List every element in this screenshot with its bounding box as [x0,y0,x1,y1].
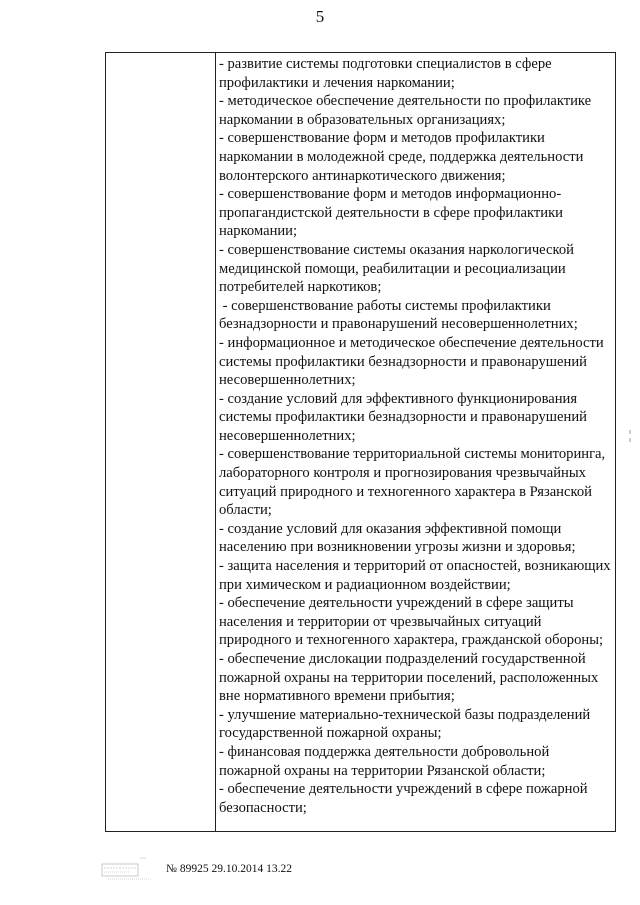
list-item: - финансовая поддержка деятельности добровольной пожарной охраны на территории Рязанской области; [219,743,550,779]
list-item: - совершенствование территориальной системы мониторинга, лабораторного контроля и прогнозирования чрезвычайных ситуаций природного и техногенного характера в Рязанской области; [219,446,606,519]
list-item: - совершенствование системы оказания наркологической медицинской помощи, реабилитации и ресоциализации потребителей наркотиков; [219,241,574,296]
page-number: 5 [315,7,325,26]
margin-mark [628,430,632,444]
list-item: - совершенствование работы системы профилактики безнадзорности и правонарушений несовершеннолетних; [219,297,578,333]
list-item: - обеспечение деятельности учреждений в сфере пожарной безопасности; [219,781,588,816]
list-item: - информационное и методическое обеспечение деятельности системы профилактики безнадзорности и правонарушений несовершеннолетних; [219,334,604,389]
list-item: - создание условий для эффективного функционирования системы профилактики безнадзорности и правонарушений несовершеннолетних; [219,390,587,444]
list-item: - методическое обеспечение деятельности по профилактике наркомании в образовательных организациях; [219,93,592,128]
document-footer [100,852,400,888]
registry-stamp-icon [100,856,160,884]
list-item: - обеспечение деятельности учреждений в сфере защиты населения и территории от чрезвычайных ситуаций природного и техногенного характера, гражданской обороны; [219,595,604,649]
list-item: - развитие системы подготовки специалистов в сфере профилактики и лечения наркомании; [219,56,552,91]
list-item: - обеспечение дислокации подразделений государственной пожарной охраны на территории поселений, расположенных вне нормативного времени прибытия; [219,651,599,705]
list-item: - совершенствование форм и методов информационно-пропагандистской деятельности в сфере профилактики наркомании; [219,186,563,240]
table-right-cell [216,53,616,831]
content-table [105,52,616,832]
list-item: - улучшение материально-технической базы подразделений государственной пожарной охраны; [219,706,591,742]
list-item: - защита населения и территорий от опасностей, возникающих при химическом и радиационном воздействии; [219,558,611,593]
registration-number: № 89925 29.10.2014 13.22 [166,863,292,875]
list-item: - создание условий для оказания эффективной помощи населению при возникновении угрозы жизни и здоровья; [219,520,576,556]
table-left-cell [106,53,215,831]
list-item: - совершенствование форм и методов профилактики наркомании в молодежной среде, поддержка деятельности волонтерского антинаркотического движения; [219,130,584,184]
